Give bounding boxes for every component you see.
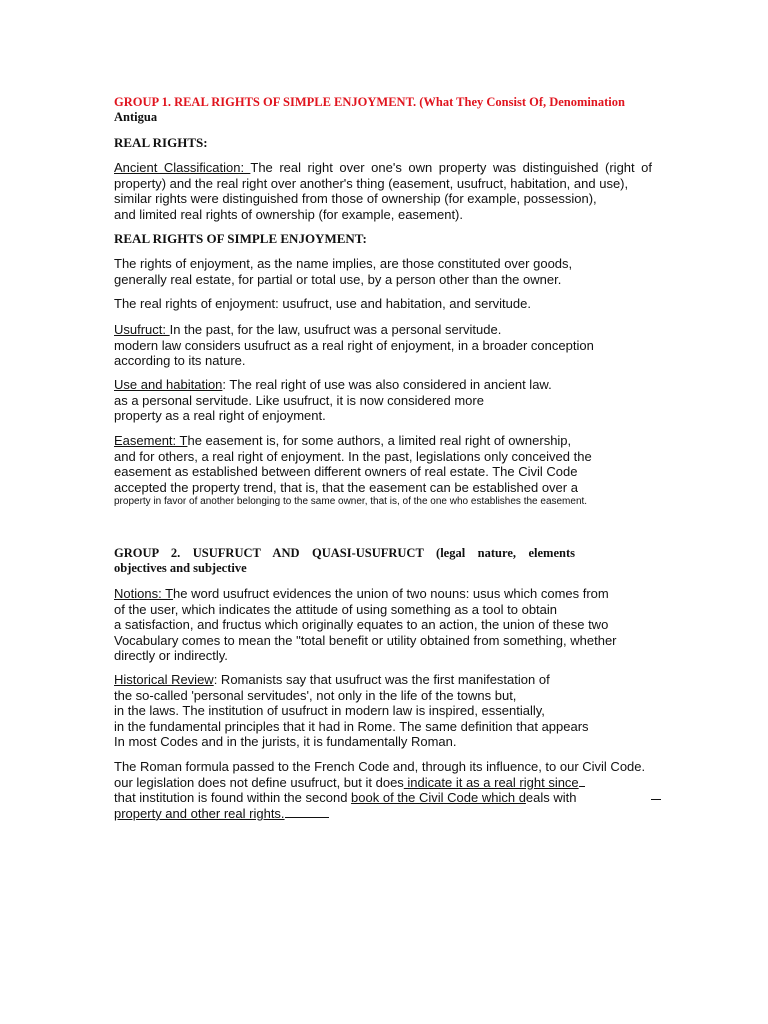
use-habitation-paragraph: Use and habitation: The real right of use was also considered in ancient law. as a personal servitude. Like usufruct, it is now considered more property as a real right of enjoyment. [114, 377, 552, 424]
easement-small-line: property in favor of another belonging to the same owner, that is, of the one who establishes the easement. [114, 496, 588, 508]
enjoyment-paragraph-1: The rights of enjoyment, as the name implies, are those constituted over goods, generally real estate, for partial or total use, by a person other than the owner. [114, 256, 573, 287]
historical-review-paragraph: Historical Review: Romanists say that usufruct was the first manifestation of the so-called 'personal servitudes', not only in the life of the towns but, in the laws. The institution of usufruct in modern law is inspired, essentially, in the fundamental principles that it had in Rome. The same definition that appears In most Codes and in the jurists, it is fundamentally Roman. [114, 672, 589, 750]
underlined-real-right: indicate it as a real right since [403, 774, 579, 790]
roman-formula-paragraph: The Roman formula passed to the French Code and, through its influence, to our Civil Code. our legislation does not define usufruct, but it does indicate it as a real right since that institution is found within the second book of the Civil Code which deals with property and other real rights. [114, 759, 646, 821]
underline-blank-2 [285, 806, 329, 818]
simple-enjoyment-heading: REAL RIGHTS OF SIMPLE ENJOYMENT: [114, 231, 367, 246]
ancient-line-2: property) and the real right over another's thing (easement, usufruct, habitation, and use), [114, 175, 629, 191]
ancient-line-4: and limited real rights of ownership (for example, easement). [114, 206, 463, 222]
group2-title: GROUP 2. USUFRUCT AND QUASI-USUFRUCT (legal nature, elements objectives and subjective [114, 546, 575, 575]
ancient-classification-paragraph [114, 160, 652, 222]
notions-label: Notions: T [114, 586, 174, 601]
ancient-line-3: similar rights were distinguished from those of ownership (for example, possession), [114, 191, 597, 207]
group1-title: GROUP 1. REAL RIGHTS OF SIMPLE ENJOYMENT. (What They Consist Of, Denomination [114, 95, 625, 109]
easement-label: Easement: T [114, 433, 188, 448]
underline-dash [651, 789, 661, 800]
historical-review-label: Historical Review [114, 672, 214, 687]
underlined-civil-code: book of the Civil Code which d [351, 790, 526, 806]
real-rights-heading: REAL RIGHTS: [114, 135, 208, 150]
group1-subtitle: Antigua [114, 110, 158, 124]
usufruct-label: Usufruct: [114, 322, 170, 337]
enjoyment-paragraph-2: The real rights of enjoyment: usufruct, use and habitation, and servitude. [114, 296, 531, 311]
underlined-property: property and other real rights. [114, 805, 285, 821]
underline-blank [579, 775, 585, 787]
ancient-classification-label: Ancient Classification: [114, 160, 251, 175]
notions-paragraph: Notions: The word usufruct evidences the union of two nouns: usus which comes from of the user, which indicates the attitude of using something as a tool to obtain a satisfaction, and fructus which originally equates to an action, the union of these two Vocabulary comes to mean the "total benefit or utility obtained from something, whether directly or indirectly. [114, 586, 617, 664]
usufruct-paragraph: Usufruct: In the past, for the law, usufruct was a personal servitude. modern law considers usufruct as a real right of enjoyment, in a broader conception according to its nature. [114, 322, 594, 369]
easement-paragraph: Easement: The easement is, for some authors, a limited real right of ownership, and for others, a real right of enjoyment. In the past, legislations only conceived the easement as established between different owners of real estate. The Civil Code accepted the property trend, that is, that the easement can be established over a property in favor of another belonging to the same owner, that is, of the one who establishes the easement. [114, 433, 592, 508]
use-habitation-label: Use and habitation [114, 377, 223, 392]
ancient-line-1: Ancient Classification: The real right over one's own property was distinguished (right of [114, 160, 653, 175]
